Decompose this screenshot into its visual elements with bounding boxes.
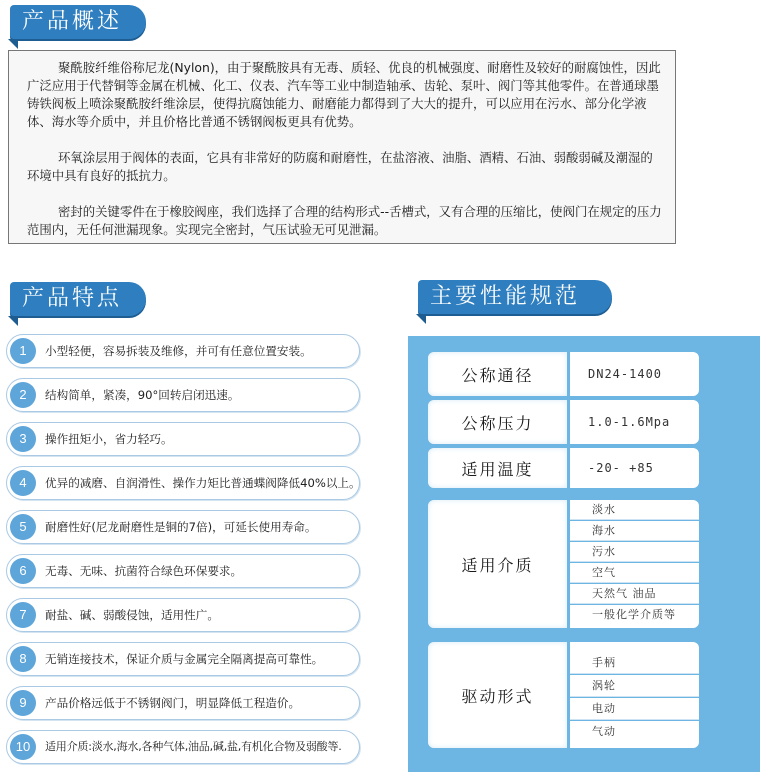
- specs-heading: 主要性能规范: [418, 280, 612, 314]
- feature-number-badge: 10: [10, 734, 36, 760]
- overview-heading: 产品概述: [10, 5, 146, 39]
- feature-number-badge: 9: [10, 690, 36, 716]
- overview-paragraph-1: 聚酰胺纤维俗称尼龙(Nylon)，由于聚酰胺具有无毒、质轻、优良的机械强度、耐磨性及较好的耐腐蚀性，因此广泛应用于代替铜等金属在机械、化工、仪表、汽车等工业中制造轴承、齿轮、泵叶、阀门等其他零件。在普通球墨铸铁阀板上喷涂聚酰胺纤维涂层，使得抗腐蚀能力、耐磨能力都得到了大大的提升，可以应用在污水、部分化学液体、海水等介质中，并且价格比普通不锈钢阀板更具有优势。: [27, 60, 661, 129]
- feature-text: 小型轻便，容易拆装及维修，并可有任意位置安装。: [45, 344, 312, 358]
- overview-box: [8, 50, 676, 244]
- spec-drive-item: 电动: [570, 698, 699, 720]
- feature-number-badge: 4: [10, 470, 36, 496]
- feature-number-badge: 2: [10, 382, 36, 408]
- spec-medium-item: 空气: [570, 563, 699, 583]
- spec-medium-item: 一般化学介质等: [570, 605, 699, 628]
- spec-medium-item: 天然气 油品: [570, 584, 699, 604]
- feature-text: 结构简单，紧凑，90°回转启闭迅速。: [45, 388, 240, 402]
- feature-number-badge: 3: [10, 426, 36, 452]
- feature-number-badge: 5: [10, 514, 36, 540]
- spec-drive-item: 气动: [570, 721, 699, 748]
- feature-item-3: [6, 422, 360, 456]
- spec-value-pressure: 1.0-1.6Mpa: [570, 400, 699, 444]
- feature-text: 优异的减磨、自润滑性、操作力矩比普通蝶阀降低40%以上。: [45, 476, 361, 490]
- spec-label-temperature: 适用温度: [428, 448, 567, 488]
- feature-item-8: [6, 642, 360, 676]
- spec-drive-item: 手柄: [570, 652, 699, 674]
- feature-item-4: [6, 466, 360, 500]
- feature-text: 无毒、无味、抗菌符合绿色环保要求。: [45, 564, 243, 578]
- feature-number-badge: 8: [10, 646, 36, 672]
- spec-label-medium: 适用介质: [428, 500, 567, 628]
- feature-number-badge: 6: [10, 558, 36, 584]
- spec-medium-item: 淡水: [570, 500, 699, 520]
- feature-item-6: [6, 554, 360, 588]
- feature-item-9: [6, 686, 360, 720]
- spec-label-drive: 驱动形式: [428, 642, 567, 748]
- feature-text: 操作扭矩小，省力轻巧。: [45, 432, 173, 446]
- spec-label-pressure: 公称压力: [428, 400, 567, 444]
- feature-item-2: [6, 378, 360, 412]
- spec-value-temperature: -20- +85: [570, 448, 699, 488]
- overview-paragraph-3: 密封的关键零件在于橡胶阀座，我们选择了合理的结构形式--舌槽式，又有合理的压缩比，使阀门在规定的压力范围内，无任何泄漏现象。实现完全密封，气压试验无可见泄漏。: [27, 204, 662, 237]
- features-heading: 产品特点: [10, 282, 146, 316]
- spec-drive-item: 涡轮: [570, 675, 699, 697]
- feature-number-badge: 1: [10, 338, 36, 364]
- feature-item-5: [6, 510, 360, 544]
- feature-item-10: [6, 730, 360, 764]
- spec-medium-item: 海水: [570, 521, 699, 541]
- feature-text: 耐磨性好(尼龙耐磨性是铜的7倍)，可延长使用寿命。: [45, 520, 317, 534]
- feature-text: 无销连接技术，保证介质与金属完全隔离提高可靠性。: [45, 652, 324, 666]
- spec-medium-item: 污水: [570, 542, 699, 562]
- overview-paragraph-2: 环氧涂层用于阀体的表面，它具有非常好的防腐和耐磨性，在盐溶液、油脂、酒精、石油、弱酸弱碱及潮湿的环境中具有良好的抵抗力。: [27, 150, 653, 183]
- feature-text: 产品价格远低于不锈钢阀门，明显降低工程造价。: [45, 696, 301, 710]
- spec-label-diameter: 公称通径: [428, 352, 567, 396]
- feature-text: 适用介质:淡水,海水,各种气体,油品,碱,盐,有机化合物及弱酸等.: [45, 740, 342, 753]
- feature-item-7: [6, 598, 360, 632]
- spec-value-diameter: DN24-1400: [570, 352, 699, 396]
- feature-number-badge: 7: [10, 602, 36, 628]
- feature-item-1: [6, 334, 360, 368]
- feature-text: 耐盐、碱、弱酸侵蚀，适用性广。: [45, 608, 219, 622]
- spec-drive-spacer: [570, 642, 699, 652]
